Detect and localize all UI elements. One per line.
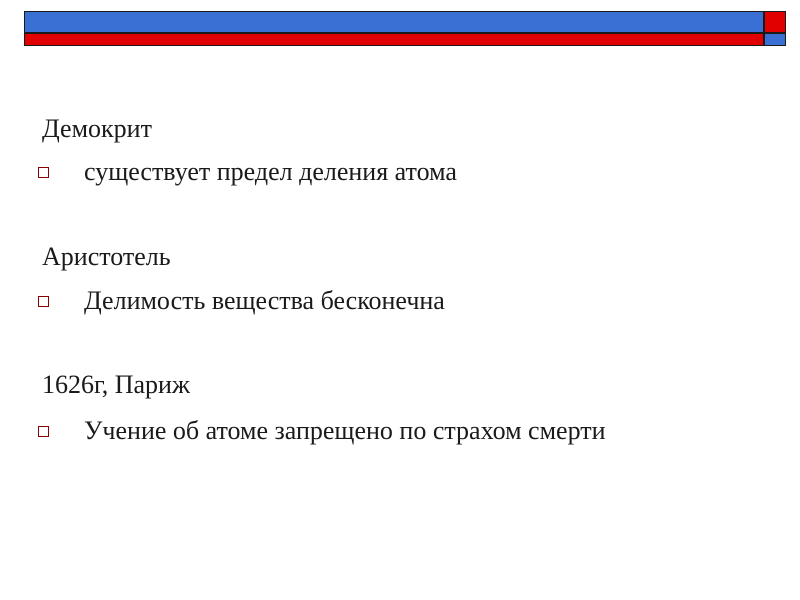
square-bullet-icon xyxy=(38,296,49,307)
bullet-text: Учение об атоме запрещено по страхом смерти xyxy=(84,416,606,445)
square-bullet-icon xyxy=(38,167,49,178)
section-heading-paris-1626: 1626г, Париж xyxy=(42,370,190,399)
bullet-text: Делимость вещества бесконечна xyxy=(84,286,445,315)
square-bullet-icon xyxy=(38,426,49,437)
section-heading-aristotle: Аристотель xyxy=(42,242,171,271)
section-heading-democritus: Демокрит xyxy=(42,114,152,143)
bullet-text: существует предел деления атома xyxy=(84,157,457,186)
